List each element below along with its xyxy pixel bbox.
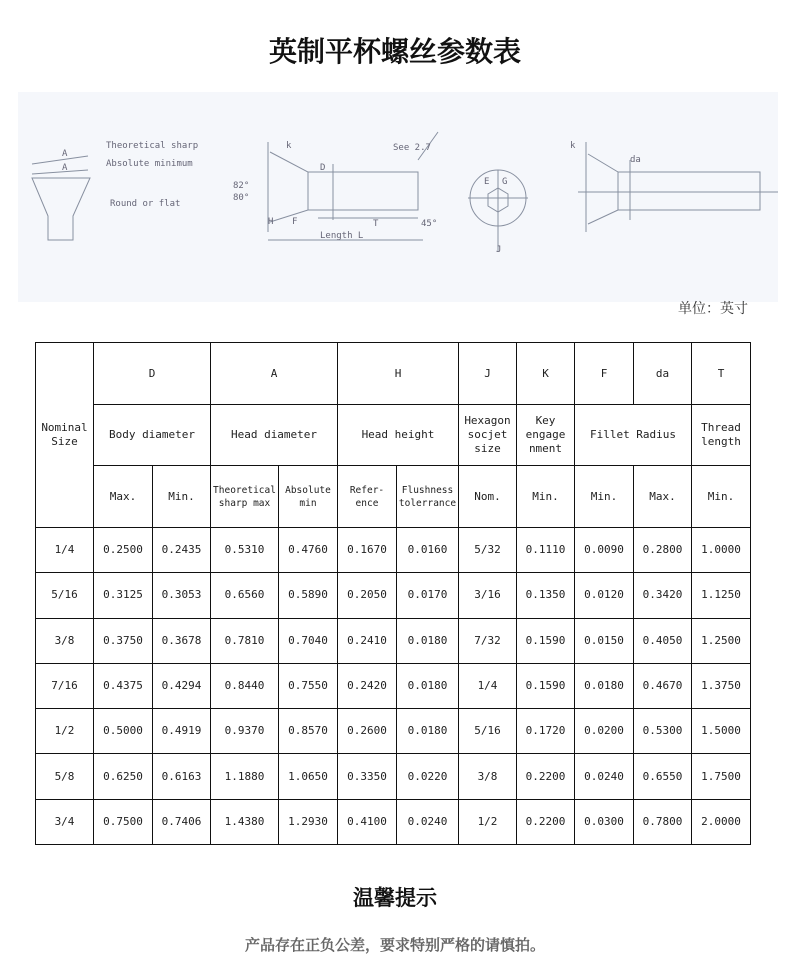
value-cell: 0.7040 bbox=[279, 618, 338, 663]
value-cell: 1.0000 bbox=[692, 528, 751, 573]
header-head-diameter: Head diameter bbox=[211, 405, 338, 466]
value-cell: 0.1670 bbox=[338, 528, 397, 573]
header-thread-length: Thread length bbox=[692, 405, 751, 466]
label-d: D bbox=[320, 163, 326, 173]
value-cell: 0.2200 bbox=[517, 799, 575, 844]
nominal-size-cell: 3/8 bbox=[36, 618, 94, 663]
value-cell: 0.1590 bbox=[517, 663, 575, 708]
header-fillet-radius: Fillet Radius bbox=[575, 405, 692, 466]
nominal-size-cell: 5/8 bbox=[36, 754, 94, 799]
value-cell: 0.4760 bbox=[279, 528, 338, 573]
table-row bbox=[36, 573, 751, 618]
label-82: 82° bbox=[233, 181, 250, 191]
value-cell: 0.4375 bbox=[94, 663, 153, 708]
header-t: T bbox=[692, 343, 751, 405]
value-cell: 0.3678 bbox=[153, 618, 211, 663]
header-body-diameter: Body diameter bbox=[94, 405, 211, 466]
header-row-limits bbox=[36, 466, 751, 528]
value-cell: 0.7550 bbox=[279, 663, 338, 708]
value-cell: 0.0240 bbox=[397, 799, 459, 844]
value-cell: 0.2600 bbox=[338, 709, 397, 754]
value-cell: 0.4919 bbox=[153, 709, 211, 754]
value-cell: 1.3750 bbox=[692, 663, 751, 708]
table-row bbox=[36, 663, 751, 708]
value-cell: 0.0200 bbox=[575, 709, 634, 754]
value-cell: 1.1880 bbox=[211, 754, 279, 799]
header-a: A bbox=[211, 343, 338, 405]
table-row bbox=[36, 528, 751, 573]
value-cell: 0.0170 bbox=[397, 573, 459, 618]
value-cell: 0.9370 bbox=[211, 709, 279, 754]
header-limit: Refer- ence bbox=[338, 466, 397, 528]
header-j: J bbox=[459, 343, 517, 405]
value-cell: 7/32 bbox=[459, 618, 517, 663]
value-cell: 0.0150 bbox=[575, 618, 634, 663]
value-cell: 0.7810 bbox=[211, 618, 279, 663]
header-row-descriptions bbox=[36, 405, 751, 466]
header-limit: Min. bbox=[575, 466, 634, 528]
value-cell: 0.0160 bbox=[397, 528, 459, 573]
value-cell: 0.0220 bbox=[397, 754, 459, 799]
table-row bbox=[36, 618, 751, 663]
value-cell: 2.0000 bbox=[692, 799, 751, 844]
header-row-symbols bbox=[36, 343, 751, 405]
page-title: 英制平杯螺丝参数表 bbox=[268, 35, 521, 68]
value-cell: 0.6250 bbox=[94, 754, 153, 799]
label-e: E bbox=[484, 177, 490, 187]
label-length-l: Length L bbox=[320, 231, 364, 241]
value-cell: 0.2800 bbox=[634, 528, 692, 573]
header-key-engagement: Key engage nment bbox=[517, 405, 575, 466]
label-g: G bbox=[502, 177, 508, 187]
nominal-size-cell: 5/16 bbox=[36, 573, 94, 618]
value-cell: 0.4050 bbox=[634, 618, 692, 663]
value-cell: 0.6550 bbox=[634, 754, 692, 799]
value-cell: 0.2420 bbox=[338, 663, 397, 708]
value-cell: 0.7406 bbox=[153, 799, 211, 844]
table-row bbox=[36, 709, 751, 754]
label-f: F bbox=[292, 217, 298, 227]
value-cell: 0.5300 bbox=[634, 709, 692, 754]
label-da: da bbox=[630, 155, 641, 165]
value-cell: 0.7500 bbox=[94, 799, 153, 844]
value-cell: 3/16 bbox=[459, 573, 517, 618]
value-cell: 0.0240 bbox=[575, 754, 634, 799]
label-theoretical-sharp: Theoretical sharp bbox=[106, 141, 199, 151]
value-cell: 0.4100 bbox=[338, 799, 397, 844]
header-limit: Min. bbox=[153, 466, 211, 528]
screw-dimension-diagram bbox=[18, 92, 778, 302]
value-cell: 0.2200 bbox=[517, 754, 575, 799]
header-limit: Nom. bbox=[459, 466, 517, 528]
value-cell: 0.3420 bbox=[634, 573, 692, 618]
label-see: See 2.7 bbox=[393, 143, 431, 153]
table-row bbox=[36, 799, 751, 844]
value-cell: 0.3750 bbox=[94, 618, 153, 663]
value-cell: 0.8570 bbox=[279, 709, 338, 754]
label-k: k bbox=[286, 141, 292, 151]
header-nominal-size: Nominal Size bbox=[36, 343, 94, 528]
parameter-table bbox=[35, 342, 751, 845]
label-a: A bbox=[62, 163, 68, 173]
value-cell: 0.2410 bbox=[338, 618, 397, 663]
value-cell: 0.2435 bbox=[153, 528, 211, 573]
label-absolute-minimum: Absolute minimum bbox=[106, 159, 193, 169]
value-cell: 0.1720 bbox=[517, 709, 575, 754]
diagram-labels bbox=[62, 141, 641, 255]
value-cell: 0.5310 bbox=[211, 528, 279, 573]
nominal-size-cell: 1/4 bbox=[36, 528, 94, 573]
header-d: D bbox=[94, 343, 211, 405]
value-cell: 1.4380 bbox=[211, 799, 279, 844]
value-cell: 0.5890 bbox=[279, 573, 338, 618]
value-cell: 1.2500 bbox=[692, 618, 751, 663]
tip-text: 产品存在正负公差，要求特别严格的请慎拍。 bbox=[244, 936, 545, 954]
value-cell: 0.0180 bbox=[397, 618, 459, 663]
header-limit: Theoretical sharp max bbox=[211, 466, 279, 528]
value-cell: 1.7500 bbox=[692, 754, 751, 799]
nominal-size-cell: 3/4 bbox=[36, 799, 94, 844]
label-a: A bbox=[62, 149, 68, 159]
header-limit: Min. bbox=[517, 466, 575, 528]
header-k: K bbox=[517, 343, 575, 405]
label-80: 80° bbox=[233, 193, 250, 203]
value-cell: 1/2 bbox=[459, 799, 517, 844]
value-cell: 0.5000 bbox=[94, 709, 153, 754]
nominal-size-cell: 7/16 bbox=[36, 663, 94, 708]
value-cell: 0.6560 bbox=[211, 573, 279, 618]
value-cell: 5/16 bbox=[459, 709, 517, 754]
value-cell: 0.3350 bbox=[338, 754, 397, 799]
value-cell: 0.0120 bbox=[575, 573, 634, 618]
nominal-size-cell: 1/2 bbox=[36, 709, 94, 754]
header-limit: Min. bbox=[692, 466, 751, 528]
value-cell: 1.1250 bbox=[692, 573, 751, 618]
header-limit: Flushness tolerrance bbox=[397, 466, 459, 528]
value-cell: 0.1590 bbox=[517, 618, 575, 663]
value-cell: 0.7800 bbox=[634, 799, 692, 844]
value-cell: 0.0090 bbox=[575, 528, 634, 573]
value-cell: 1.2930 bbox=[279, 799, 338, 844]
value-cell: 0.0180 bbox=[575, 663, 634, 708]
value-cell: 0.6163 bbox=[153, 754, 211, 799]
header-limit: Max. bbox=[634, 466, 692, 528]
header-hexagon-socket-size: Hexagon socjet size bbox=[459, 405, 517, 466]
unit-label: 单位：英寸 bbox=[678, 301, 748, 317]
value-cell: 0.4294 bbox=[153, 663, 211, 708]
value-cell: 0.0180 bbox=[397, 663, 459, 708]
value-cell: 1.5000 bbox=[692, 709, 751, 754]
label-j: J bbox=[496, 245, 502, 255]
value-cell: 0.0300 bbox=[575, 799, 634, 844]
header-f: F bbox=[575, 343, 634, 405]
label-k: k bbox=[570, 141, 576, 151]
value-cell: 0.4670 bbox=[634, 663, 692, 708]
header-limit: Max. bbox=[94, 466, 153, 528]
tip-title: 温馨提示 bbox=[353, 886, 437, 910]
table-row bbox=[36, 754, 751, 799]
label-round-or-flat: Round or flat bbox=[110, 199, 181, 209]
label-t: T bbox=[373, 219, 379, 229]
label-45: 45° bbox=[421, 219, 438, 229]
value-cell: 0.1110 bbox=[517, 528, 575, 573]
header-limit: Absolute min bbox=[279, 466, 338, 528]
header-h: H bbox=[338, 343, 459, 405]
value-cell: 3/8 bbox=[459, 754, 517, 799]
value-cell: 0.1350 bbox=[517, 573, 575, 618]
value-cell: 1/4 bbox=[459, 663, 517, 708]
value-cell: 0.8440 bbox=[211, 663, 279, 708]
value-cell: 0.3125 bbox=[94, 573, 153, 618]
value-cell: 0.2050 bbox=[338, 573, 397, 618]
value-cell: 1.0650 bbox=[279, 754, 338, 799]
value-cell: 0.2500 bbox=[94, 528, 153, 573]
header-head-height: Head height bbox=[338, 405, 459, 466]
value-cell: 0.0180 bbox=[397, 709, 459, 754]
header-da: da bbox=[634, 343, 692, 405]
label-h: H bbox=[268, 217, 274, 227]
value-cell: 5/32 bbox=[459, 528, 517, 573]
value-cell: 0.3053 bbox=[153, 573, 211, 618]
